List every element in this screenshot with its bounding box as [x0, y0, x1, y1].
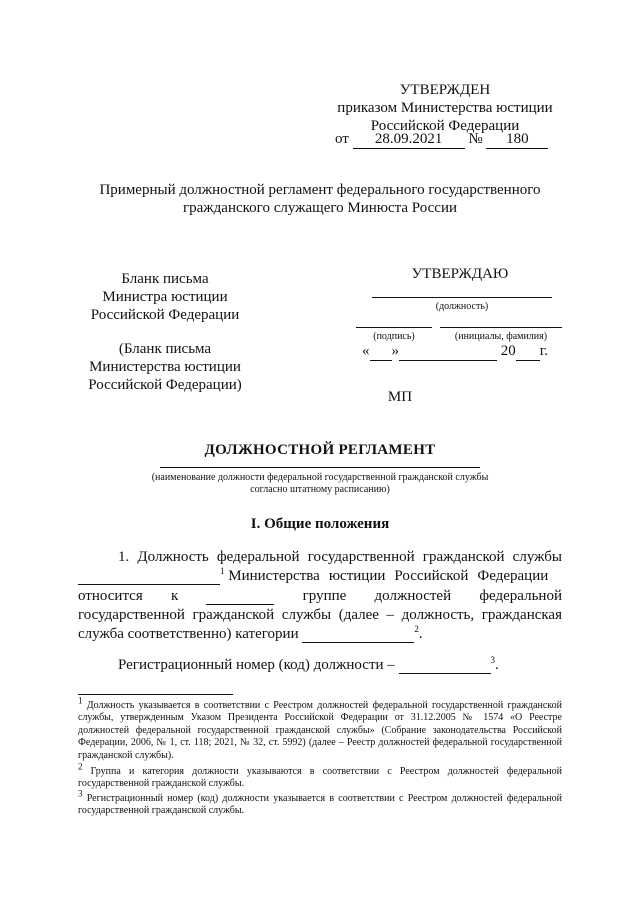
code-blank: [399, 658, 491, 674]
date-open-quote: «: [362, 343, 370, 359]
approval-line2: Российской Федерации: [370, 118, 520, 134]
footnote-ref-3: 3: [490, 655, 496, 665]
group-blank: [206, 589, 274, 605]
footnote-3-mark: 3: [78, 788, 83, 799]
footnote-ref-1: 1: [220, 566, 225, 576]
letterhead-alt3: Российской Федерации): [88, 377, 242, 393]
paragraph1-line5-text: служба соответственно) категории: [78, 626, 299, 642]
footnote-3: [78, 788, 562, 818]
letterhead-ministry: [70, 340, 260, 394]
letterhead-alt2: Министерства юстиции: [89, 359, 241, 375]
paragraph2-text: Регистрационный номер (код) должности –: [118, 657, 395, 673]
letterhead-minister: [75, 270, 255, 324]
initials-line: [440, 327, 562, 328]
paragraph1-line1: 1. Должность федеральной государственной гражданской службы: [118, 549, 562, 565]
paragraph1-line2-text: Министерства юстиции Российской Федерации: [228, 568, 549, 584]
p1-word-gruppe: группе: [302, 588, 347, 604]
from-label: от: [335, 131, 349, 147]
position-caption: (должность): [435, 301, 489, 312]
approval-number: 180: [486, 130, 548, 149]
approval-line1: приказом Министерства юстиции: [337, 100, 553, 116]
footnote-3-text: Регистрационный номер (код) должности указывается в соответствии с Реестром должностей федеральной государственной гражданской службы.: [78, 793, 562, 817]
p1-word-k: к: [170, 588, 179, 604]
paragraph1-line5: [78, 625, 562, 643]
footnote-2-text: Группа и категория должности указываются в соответствии с Реестром должностей федеральной государственной гражданской службы.: [78, 766, 562, 790]
paragraph1-line2: [78, 567, 562, 585]
document-title-line1: Примерный должностной регламент федерального государственного: [99, 182, 541, 198]
footnote-2-mark: 2: [78, 761, 83, 772]
year-prefix: 20: [500, 343, 516, 359]
footnote-1: [78, 695, 562, 762]
approval-block: [330, 81, 560, 135]
letterhead-alt1: (Бланк письма: [118, 341, 212, 357]
letterhead-line1: Бланк письма: [121, 271, 209, 287]
seal-mark: МП: [387, 389, 413, 405]
letterhead-line2: Министра юстиции: [102, 289, 228, 305]
reglament-caption-line1: (наименование должности федеральной государственной гражданской службы: [151, 472, 489, 483]
signature-caption: (подпись): [373, 331, 415, 342]
approve-heading: УТВЕРЖДАЮ: [411, 266, 509, 282]
p2-period: .: [495, 657, 499, 673]
approval-date-line: [335, 130, 565, 149]
approval-heading: УТВЕРЖДЕН: [399, 82, 491, 98]
footnote-1-mark: 1: [78, 695, 83, 706]
signature-line: [356, 327, 432, 328]
approve-date-line: [362, 342, 572, 361]
p1-word-otnositsya: относится: [78, 588, 143, 604]
paragraph2: [118, 656, 562, 674]
footnote-ref-2: 2: [414, 624, 419, 634]
footnote-separator: [78, 694, 233, 695]
reglament-caption: [100, 472, 540, 496]
reglament-title: ДОЛЖНОСТНОЙ РЕГЛАМЕНТ: [204, 442, 436, 458]
footnote-1-text: Должность указывается в соответствии с Реестром должностей федеральной государственной гражданской службы, утвержденным Указом Президента Российской Федерации от 31.12.2005 № 1574 «О Реестре должностей федеральной государственной гражданской службы» (Собрание законодательства Российской Федерации, 2006, № 1, ст. 118; 2021, № 32, ст. 5992) (далее – Реестр должностей федеральной государственной гражданской службы).: [78, 700, 562, 761]
year-suffix: г.: [539, 343, 548, 359]
p1-word-dolzhnostey: должностей: [374, 588, 452, 604]
paragraph1-line4: государственной гражданской службы (далее – должность, гражданская: [78, 607, 562, 623]
approval-date: 28.09.2021: [353, 130, 465, 149]
date-close-quote: »: [391, 343, 399, 359]
section-title: I. Общие положения: [250, 516, 390, 532]
p1-period: .: [418, 626, 423, 642]
reglament-caption-line2: согласно штатному расписанию): [250, 484, 390, 495]
initials-caption: (инициалы, фамилия): [454, 331, 548, 342]
position-name-line: [160, 467, 480, 468]
footnote-2: [78, 761, 562, 791]
number-label: №: [468, 131, 483, 147]
p1-word-federalnoy: федеральной: [479, 588, 562, 604]
category-blank: [302, 627, 414, 643]
document-title-line2: гражданского служащего Минюста России: [182, 200, 458, 216]
paragraph1-line3: [78, 587, 562, 605]
letterhead-line3: Российской Федерации: [90, 307, 240, 323]
position-line: [372, 297, 552, 298]
document-title: [60, 181, 580, 217]
